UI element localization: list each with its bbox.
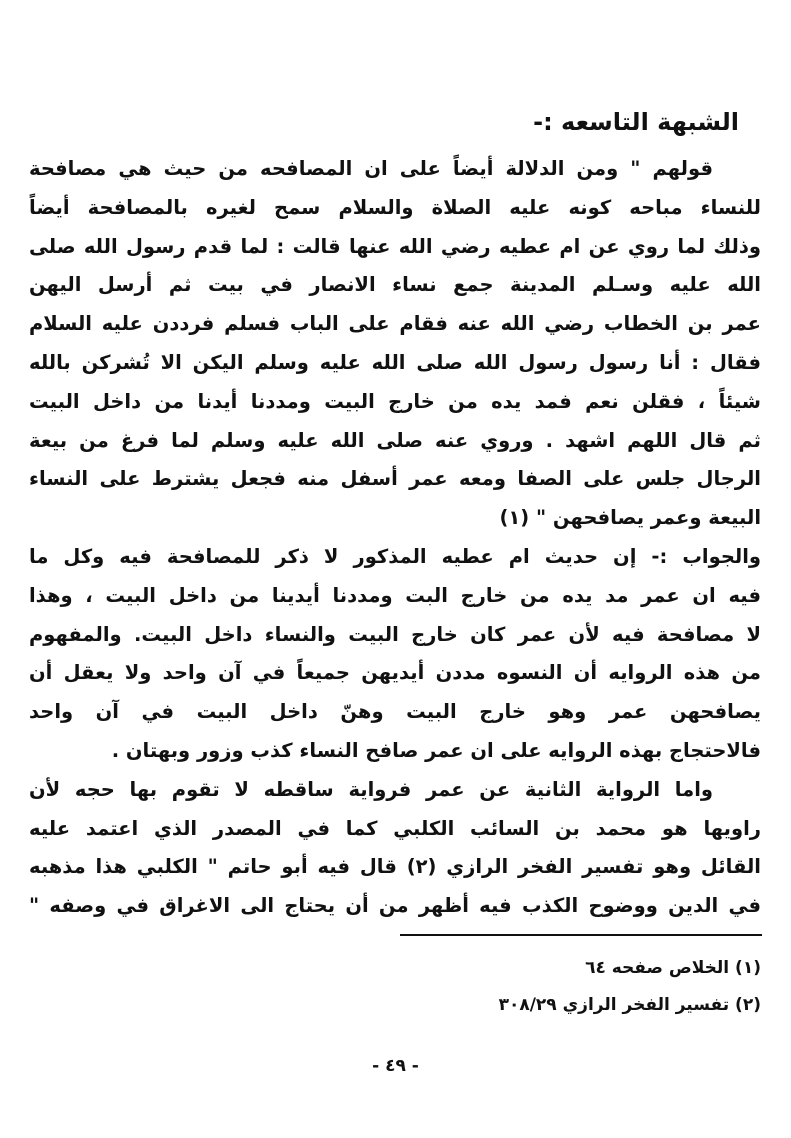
text-line: فالاحتجاج بهذه الروايه على ان عمر صافح النساء كذب وزور وبهتان . [111, 738, 761, 762]
text-line: القائل وهو تفسير الفخر الرازي (٢) قال فيه أبو حاتم " الكلبي هذا مذهبه [29, 855, 761, 879]
text-line: واما الرواية الثانية عن عمر فرواية ساقطه لا تقوم بها حجه لأن [29, 777, 713, 801]
text-line: عمر بن الخطاب رضي الله عنه فقام على الباب فسلم فرددن عليه السلام [29, 312, 761, 336]
text-line: من هذه الروايه أن النسوه مددن أيديهن جميعاً في آن واحد ولا يعقل أن [29, 661, 761, 685]
text-line: ثم قال اللهم اشهد . وروي عنه صلى الله عليه وسلم لما فرغ من بيعة [29, 428, 761, 452]
footnote-2: (٢) تفسير الفخر الرازي ٣٠٨/٢٩ [498, 995, 761, 1015]
text-line: البيعة وعمر يصافحهن " (١) [499, 506, 761, 530]
text-line: الرجال جلس على الصفا ومعه عمر أسفل منه فجعل يشترط على النساء [29, 467, 761, 491]
text-line: قولهم " ومن الدلالة أيضاً على ان المصافحه من حيث هي مصافحة [29, 157, 713, 180]
text-line: شيئاً ، فقلن نعم فمد يده من خارج البيت ومددنا أيدنا من داخل البيت [29, 389, 761, 413]
text-line: يصافحهن عمر وهو خارج البيت وهنّ داخل البيت في آن واحد [29, 700, 761, 724]
text-line: وذلك لما روي عن ام عطيه رضي الله عنها قالت : لما قدم رسول الله صلى [29, 234, 761, 258]
text-line: لا مصافحة فيه لأن عمر كان خارج البيت والنساء داخل البيت. والمفهوم [29, 622, 761, 646]
text-line: والجواب :- إن حديث ام عطيه المذكور لا ذكر للمصافحة فيه وكل ما [29, 544, 761, 568]
footnote-1: (١) الخلاص صفحه ٦٤ [585, 958, 761, 978]
footnote-divider [400, 934, 762, 936]
text-line: الله عليه وسـلم المدينة جمع نساء الانصار في بيت ثم أرسل اليهن [29, 273, 761, 297]
text-line: فيه ان عمر مد يده من خارج البت ومددنا أيدينا من داخل البيت ، وهذا [29, 583, 761, 607]
section-heading: الشبهة التاسعه :- [533, 108, 739, 136]
text-line: في الدين ووضوح الكذب فيه أظهر من أن يحتاج الى الاغراق في وصفه " [29, 894, 761, 918]
body-text [29, 150, 761, 926]
text-line: فقال : أنا رسول رسول الله صلى الله عليه وسلم اليكن الا تُشركن بالله [29, 350, 761, 374]
text-line: للنساء مباحه كونه عليه الصلاة والسلام سمح لغيره بالمصافحة أيضاً [29, 195, 761, 219]
text-line: راويها هو محمد بن السائب الكلبي كما في المصدر الذي اعتمد عليه [29, 816, 761, 840]
page-number: - ٤٩ - [372, 1056, 419, 1076]
